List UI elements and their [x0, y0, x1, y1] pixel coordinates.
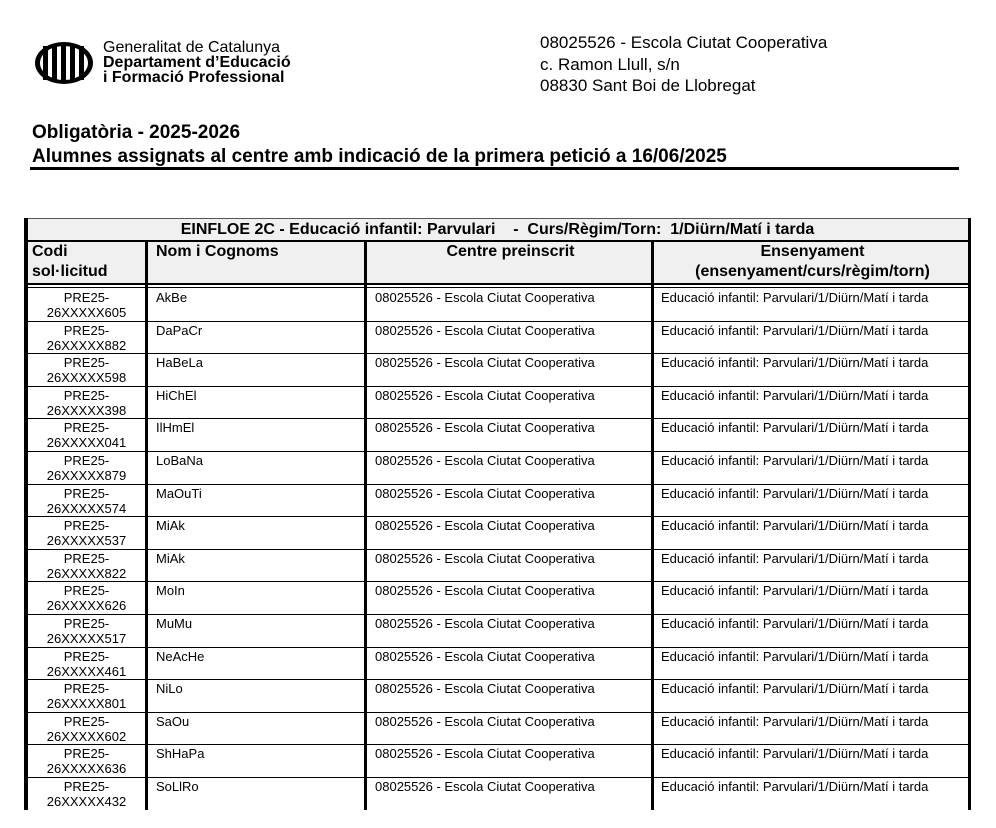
- cell-name: MaOuTi: [156, 485, 202, 501]
- row-divider: [24, 321, 971, 322]
- cell-code-line2: 26XXXXX537: [46, 533, 127, 549]
- column-divider: [145, 240, 148, 810]
- cell-code: [28, 453, 145, 483]
- column-header-ens-line2: (ensenyament/curs/règim/torn): [695, 263, 930, 280]
- cell-name: MiAk: [156, 550, 185, 566]
- cell-ensenyament: Educació infantil: Parvulari/1/Diürn/Matí i tarda: [661, 746, 929, 762]
- group-title: EINFLOE 2C - Educació infantil: Parvulari - Curs/Règim/Torn: 1/Diürn/Matí i tarda: [24, 218, 971, 241]
- cell-code-line1: PRE25-: [63, 290, 110, 305]
- table-row: [24, 777, 971, 810]
- column-header-code-line2: sol·licitud: [32, 263, 108, 280]
- cell-ensenyament: Educació infantil: Parvulari/1/Diürn/Matí i tarda: [661, 518, 929, 534]
- row-divider: [24, 777, 971, 778]
- cell-code: [28, 779, 145, 809]
- cell-centre: 08025526 - Escola Ciutat Cooperativa: [375, 681, 595, 697]
- cell-code-line2: 26XXXXX879: [46, 468, 127, 483]
- title-divider: [30, 167, 959, 170]
- cell-name: AkBe: [156, 290, 188, 305]
- cell-centre: 08025526 - Escola Ciutat Cooperativa: [375, 746, 595, 762]
- cell-ensenyament: Educació infantil: Parvulari/1/Diürn/Matí i tarda: [661, 290, 929, 305]
- cell-code-line1: PRE25-: [63, 387, 110, 403]
- header-divider: [24, 283, 971, 285]
- table-row: [24, 451, 971, 484]
- cell-code: [28, 551, 145, 581]
- cell-code: [28, 518, 145, 548]
- cell-code: [28, 649, 145, 679]
- cell-code-line1: PRE25-: [63, 681, 110, 697]
- cell-code: [28, 681, 145, 711]
- table-row: [24, 386, 971, 419]
- table-border-right: [968, 218, 971, 810]
- cell-code-line2: 26XXXXX574: [46, 500, 127, 516]
- table-row: [24, 549, 971, 582]
- cell-ensenyament: Educació infantil: Parvulari/1/Diürn/Matí i tarda: [661, 616, 929, 631]
- cell-code-line2: 26XXXXX517: [46, 631, 127, 646]
- report-title-line2: Alumnes assignats al centre amb indicació de la primera petició a 16/06/2025: [32, 146, 727, 167]
- cell-code-line2: 26XXXXX398: [46, 402, 127, 418]
- cell-centre: 08025526 - Escola Ciutat Cooperativa: [375, 322, 595, 338]
- cell-code: [28, 583, 145, 613]
- cell-name: NeAcHe: [156, 648, 205, 664]
- cell-code-line2: 26XXXXX461: [46, 663, 127, 679]
- row-divider: [24, 581, 971, 582]
- cell-name: NiLo: [156, 681, 183, 697]
- cell-code: [28, 290, 145, 320]
- cell-code-line2: 26XXXXX636: [46, 761, 127, 777]
- column-header-centre: Centre preinscrit: [367, 240, 654, 283]
- cell-code: [28, 355, 145, 385]
- table-row: [24, 581, 971, 614]
- column-header-code: [24, 240, 148, 283]
- cell-centre: 08025526 - Escola Ciutat Cooperativa: [375, 355, 595, 371]
- cell-code: [28, 388, 145, 418]
- cell-code-line1: PRE25-: [63, 648, 110, 664]
- cell-centre: 08025526 - Escola Ciutat Cooperativa: [375, 616, 595, 631]
- row-divider: [24, 679, 971, 680]
- cell-code-line2: 26XXXXX882: [46, 337, 127, 353]
- cell-ensenyament: Educació infantil: Parvulari/1/Diürn/Matí i tarda: [661, 387, 929, 403]
- cell-code-line2: 26XXXXX041: [46, 435, 127, 451]
- students-table: [24, 218, 971, 810]
- cell-code-line1: PRE25-: [63, 518, 110, 534]
- row-divider: [24, 484, 971, 485]
- cell-ensenyament: Educació infantil: Parvulari/1/Diürn/Matí i tarda: [661, 550, 929, 566]
- row-divider: [24, 647, 971, 648]
- cell-ensenyament: Educació infantil: Parvulari/1/Diürn/Matí i tarda: [661, 648, 929, 664]
- table-row: [24, 614, 971, 647]
- cell-code-line1: PRE25-: [63, 616, 110, 631]
- cell-code: [28, 616, 145, 646]
- table-border-left: [24, 218, 28, 810]
- cell-ensenyament: Educació infantil: Parvulari/1/Diürn/Matí i tarda: [661, 681, 929, 697]
- cell-code: [28, 746, 145, 776]
- cell-centre: 08025526 - Escola Ciutat Cooperativa: [375, 453, 595, 468]
- cell-code-line2: 26XXXXX598: [46, 370, 127, 386]
- cell-code: [28, 714, 145, 744]
- table-row: [24, 679, 971, 712]
- cell-code: [28, 486, 145, 516]
- cell-centre: 08025526 - Escola Ciutat Cooperativa: [375, 648, 595, 664]
- org-line-1: Generalitat de Catalunya: [103, 39, 280, 56]
- cell-code-line1: PRE25-: [63, 713, 110, 729]
- cell-code-line2: 26XXXXX822: [46, 565, 127, 581]
- row-divider: [24, 744, 971, 745]
- cell-code-line1: PRE25-: [63, 322, 110, 338]
- cell-code-line2: 26XXXXX432: [46, 794, 127, 809]
- cell-centre: 08025526 - Escola Ciutat Cooperativa: [375, 779, 595, 794]
- cell-name: LoBaNa: [156, 453, 203, 468]
- report-title-line1: Obligatòria - 2025-2026: [32, 122, 241, 143]
- cell-centre: 08025526 - Escola Ciutat Cooperativa: [375, 713, 595, 729]
- cell-ensenyament: Educació infantil: Parvulari/1/Diürn/Matí i tarda: [661, 420, 929, 436]
- table-row: [24, 321, 971, 354]
- column-header-ens-line1: Ensenyament: [760, 243, 865, 260]
- organization-name: [103, 40, 291, 85]
- cell-centre: 08025526 - Escola Ciutat Cooperativa: [375, 290, 595, 305]
- cell-code-line1: PRE25-: [63, 485, 110, 501]
- cell-ensenyament: Educació infantil: Parvulari/1/Diürn/Matí i tarda: [661, 583, 929, 599]
- cell-code-line1: PRE25-: [63, 355, 110, 371]
- cell-name: SaOu: [156, 713, 190, 729]
- cell-code-line1: PRE25-: [63, 583, 110, 599]
- school-address: [540, 32, 827, 97]
- cell-ensenyament: Educació infantil: Parvulari/1/Diürn/Matí i tarda: [661, 322, 929, 338]
- cell-centre: 08025526 - Escola Ciutat Cooperativa: [375, 420, 595, 436]
- row-divider: [24, 353, 971, 354]
- cell-code: [28, 323, 145, 353]
- cell-code-line2: 26XXXXX605: [46, 305, 127, 320]
- cell-name: ShHaPa: [156, 746, 205, 762]
- cell-code: [28, 420, 145, 450]
- cell-centre: 08025526 - Escola Ciutat Cooperativa: [375, 583, 595, 599]
- cell-ensenyament: Educació infantil: Parvulari/1/Diürn/Matí i tarda: [661, 779, 929, 794]
- cell-name: MiAk: [156, 518, 185, 534]
- column-header-ensenyament: [654, 240, 971, 283]
- table-row: [24, 418, 971, 451]
- cell-ensenyament: Educació infantil: Parvulari/1/Diürn/Matí i tarda: [661, 453, 929, 468]
- cell-name: SoLlRo: [156, 779, 199, 794]
- cell-code-line1: PRE25-: [63, 779, 110, 794]
- row-divider: [24, 614, 971, 615]
- cell-ensenyament: Educació infantil: Parvulari/1/Diürn/Matí i tarda: [661, 485, 929, 501]
- table-row: [24, 647, 971, 680]
- row-divider: [24, 712, 971, 713]
- column-divider: [364, 240, 367, 810]
- cell-centre: 08025526 - Escola Ciutat Cooperativa: [375, 518, 595, 534]
- table-row: [24, 744, 971, 777]
- row-divider: [24, 516, 971, 517]
- row-divider: [24, 386, 971, 387]
- cell-name: IlHmEl: [156, 420, 195, 436]
- report-title: [32, 121, 727, 169]
- cell-ensenyament: Educació infantil: Parvulari/1/Diürn/Matí i tarda: [661, 355, 929, 371]
- cell-name: DaPaCr: [156, 322, 203, 338]
- cell-code-line2: 26XXXXX801: [46, 696, 127, 712]
- table-row: [24, 484, 971, 517]
- row-divider: [24, 418, 971, 419]
- cell-name: HiChEl: [156, 387, 197, 403]
- cell-code-line2: 26XXXXX626: [46, 598, 127, 614]
- table-row: [24, 712, 971, 745]
- cell-centre: 08025526 - Escola Ciutat Cooperativa: [375, 550, 595, 566]
- school-city: 08830 Sant Boi de Llobregat: [540, 76, 756, 95]
- column-header-code-line1: Codi: [32, 243, 68, 260]
- table-row: [24, 353, 971, 386]
- generalitat-logo-icon: [33, 40, 95, 86]
- cell-ensenyament: Educació infantil: Parvulari/1/Diürn/Matí i tarda: [661, 713, 929, 729]
- row-divider: [24, 549, 971, 550]
- cell-name: HaBeLa: [156, 355, 203, 371]
- cell-centre: 08025526 - Escola Ciutat Cooperativa: [375, 485, 595, 501]
- row-divider: [24, 451, 971, 452]
- table-row: [24, 288, 971, 321]
- cell-code-line1: PRE25-: [63, 420, 110, 436]
- cell-code-line1: PRE25-: [63, 550, 110, 566]
- cell-centre: 08025526 - Escola Ciutat Cooperativa: [375, 387, 595, 403]
- org-line-3: i Formació Professional: [103, 69, 285, 86]
- column-divider: [651, 240, 654, 810]
- school-street: c. Ramon Llull, s/n: [540, 54, 680, 74]
- cell-name: MoIn: [156, 583, 185, 599]
- cell-code-line2: 26XXXXX602: [46, 728, 127, 744]
- org-line-2: Departament d’Educació: [103, 54, 291, 71]
- cell-name: MuMu: [156, 616, 193, 631]
- cell-code-line1: PRE25-: [63, 453, 110, 468]
- cell-code-line1: PRE25-: [63, 746, 110, 762]
- column-header-name: Nom i Cognoms: [148, 240, 367, 283]
- school-name: 08025526 - Escola Ciutat Cooperativa: [540, 33, 828, 52]
- table-row: [24, 516, 971, 549]
